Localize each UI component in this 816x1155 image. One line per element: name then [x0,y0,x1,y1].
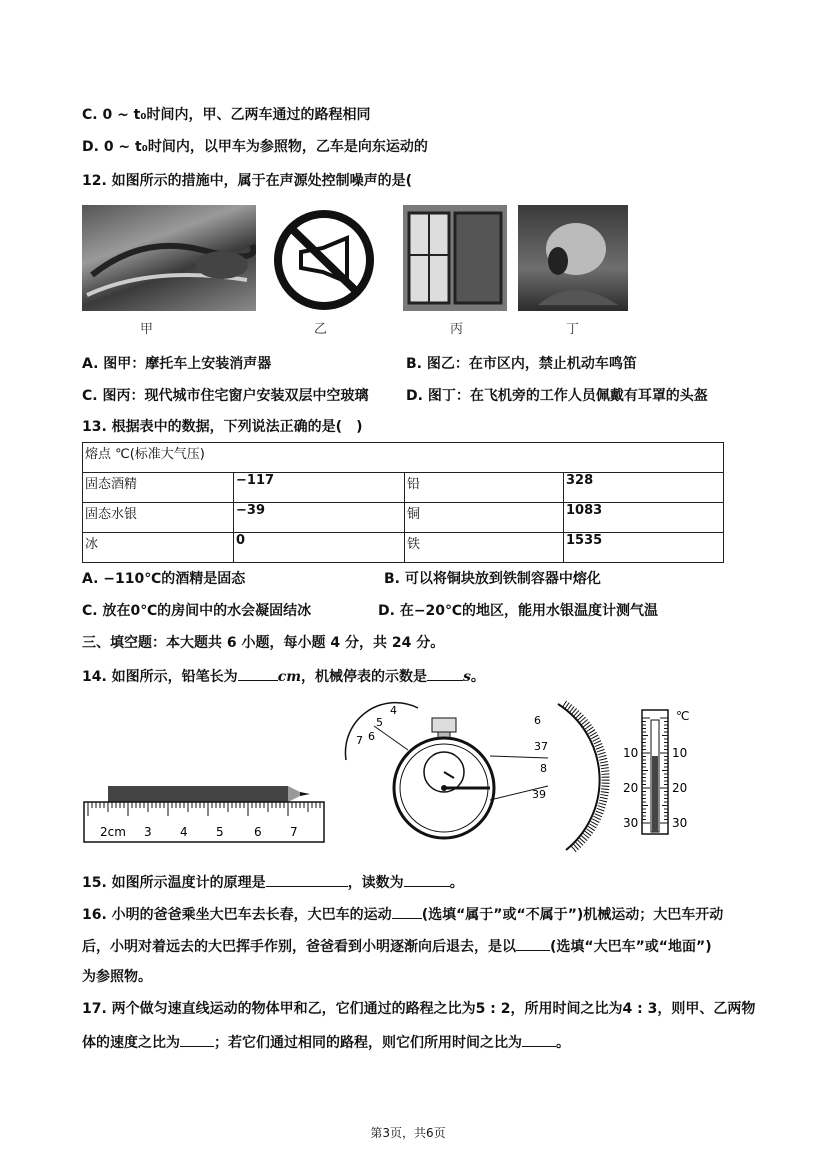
q13-option-a: A. −110℃的酒精是固态 [82,571,246,587]
ruler-label: 6 [254,825,262,839]
caption-bing: 丙 [450,322,464,337]
big-dial-label: 8 [540,762,547,775]
q13-stem: 13. 根据表中的数据，下列说法正确的是( ) [82,419,363,435]
caption-yi: 乙 [314,322,328,337]
helmet-icon [518,205,628,311]
ruler-label: 7 [290,825,298,839]
q13-option-b: B. 可以将铜块放到铁制容器中熔化 [384,571,601,587]
small-dial-label: 7 [356,734,363,747]
q12-stem: 12. 如图所示的措施中，属于在声源处控制噪声的是( [82,173,413,189]
table-cell: −117 [234,473,405,503]
q12-option-d: D. 图丁：在飞机旁的工作人员佩戴有耳罩的头盔 [406,388,708,404]
q16-text-2b: (选填“大巴车”或“地面”) [550,939,712,955]
q14-stem [82,666,485,686]
table-cell: 铜 [405,503,564,533]
small-dial-label: 4 [390,704,397,717]
table-cell: 铅 [405,473,564,503]
ruler-label: 2cm [100,825,126,839]
table-row [83,503,724,533]
q16-text-1a: 16. 小明的爸爸乘坐大巴车去长春，大巴车的运动 [82,907,392,923]
q14-unit-cm: cm [277,669,302,685]
small-dial-label: 6 [368,730,375,743]
photo-ear-muffs [518,205,628,311]
photo-double-glazing [403,205,507,311]
big-dial-label: 39 [532,788,546,801]
q15-text-b: ，读数为 [347,875,404,891]
page-footer: 第3页，共6页 [370,1126,446,1140]
q13-option-d: D. 在−20℃的地区，能用水银温度计测气温 [378,603,658,619]
q14-text-end: 。 [470,669,485,685]
table-cell: 固态水银 [83,503,234,533]
motorcycle-muffler-icon [82,205,256,311]
q16-blank-1[interactable] [392,904,422,919]
big-dial-label: 6 [534,714,541,727]
thermo-unit: ℃ [676,709,690,723]
q16-line-1 [82,904,723,924]
table-row [83,473,724,503]
table-cell: 固态酒精 [83,473,234,503]
big-dial-label: 37 [534,740,548,753]
thermo-label-left: 20 [623,781,639,795]
q17-blank-2[interactable] [522,1032,556,1047]
ruler-label: 4 [180,825,188,839]
small-dial-label: 5 [376,716,383,729]
q14-blank-length[interactable] [238,666,278,681]
q16-text-1b: (选填“属于”或“不属于”)机械运动；大巴车开动 [421,907,724,923]
caption-jia: 甲 [140,322,154,337]
q15-text-a: 15. 如图所示温度计的原理是 [82,875,266,891]
table-header: 熔点 ℃(标准大气压) [83,443,724,473]
q12-option-a: A. 图甲：摩托车上安装消声器 [82,356,272,372]
thermo-label-right: 20 [672,781,688,795]
table-header-row [83,443,724,473]
thermo-label-right: 30 [672,816,688,830]
table-cell: 328 [564,473,724,503]
q17-text-2a: 体的速度之比为 [82,1035,180,1051]
table-cell: −39 [234,503,405,533]
q16-text-2a: 后，小明对着远去的大巴挥手作别，爸爸看到小明逐渐向后退去，是以 [82,939,516,955]
thermo-label-left: 10 [623,746,639,760]
q16-blank-2[interactable] [516,936,550,951]
q15-blank-principle[interactable] [266,872,348,887]
no-honking-sign-icon [263,208,385,312]
caption-ding: 丁 [566,322,580,337]
photo-muffler [82,205,256,311]
window-icon [403,205,507,311]
q16-line-2 [82,936,712,956]
q14-unit-s: s [463,669,471,685]
q15-blank-reading[interactable] [404,872,450,887]
q12-option-b: B. 图乙：在市区内，禁止机动车鸣笛 [406,356,637,372]
q11-option-d: D. 0 ~ t₀时间内，以甲车为参照物，乙车是向东运动的 [82,139,428,155]
thermo-label-left: 30 [623,816,639,830]
melting-point-table [82,442,724,563]
q17-text-end: 。 [556,1035,570,1051]
table-cell: 冰 [83,533,234,563]
section-3-heading: 三、填空题：本大题共 6 小题，每小题 4 分，共 24 分。 [82,635,445,651]
q15-stem [82,872,464,892]
stopwatch-icon [394,718,494,838]
q11-option-c: C. 0 ~ t₀时间内，甲、乙两车通过的路程相同 [82,107,371,123]
q15-text-end: 。 [449,875,464,891]
q17-blank-1[interactable] [180,1032,214,1047]
big-dial-magnified [558,704,600,850]
q12-option-c: C. 图丙：现代城市住宅窗户安装双层中空玻璃 [82,388,369,404]
ruler-label: 3 [144,825,152,839]
pencil-icon [108,786,310,802]
table-cell: 铁 [405,533,564,563]
q13-option-c: C. 放在0℃的房间中的水会凝固结冰 [82,603,312,619]
photo-no-horn-sign [263,208,385,312]
thermo-label-right: 10 [672,746,688,760]
table-cell: 1083 [564,503,724,533]
q14-text-b: ，机械停表的示数是 [301,669,428,685]
q17-text-2b: ；若它们通过相同的路程，则它们所用时间之比为 [214,1035,522,1051]
table-row [83,533,724,563]
q17-line-2 [82,1032,570,1052]
q17-line-1: 17. 两个做匀速直线运动的物体甲和乙，它们通过的路程之比为5 : 2，所用时间之比为4 : 3，则甲、乙两物 [82,1001,756,1017]
measurement-figure [78,690,718,860]
table-cell: 0 [234,533,405,563]
q14-text-a: 14. 如图所示，铅笔长为 [82,669,238,685]
table-cell: 1535 [564,533,724,563]
ruler-label: 5 [216,825,224,839]
q14-blank-time[interactable] [427,666,463,681]
q16-line-3: 为参照物。 [82,969,152,985]
